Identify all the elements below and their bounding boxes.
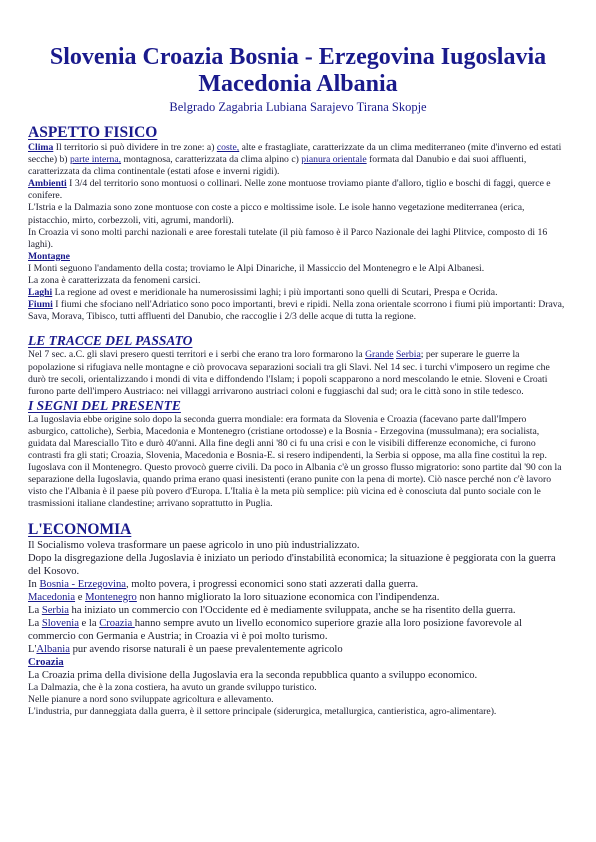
paragraph-parchi: In Croazia vi sono molti parchi nazionali e aree forestali tutelate (il più famoso è il Parco Nazionale dei laghi Plitvice, composto di 16 laghi). <box>28 226 548 250</box>
paragraph-croazia-3: Nelle pianure a nord sono sviluppate agricoltura e allevamento. <box>28 693 274 705</box>
keyword-croazia-line <box>28 656 568 669</box>
keyword-croazia: Croazia <box>28 656 64 668</box>
link-bosnia-erzegovina[interactable]: Bosnia - Erzegovina <box>39 578 126 590</box>
paragraph-croazia-2: La Dalmazia, che è la zona costiera, ha avuto un grande sviluppo turistico. <box>28 681 317 693</box>
page-subtitle: Belgrado Zagabria Lubiana Sarajevo Tirana Skopje <box>169 100 427 114</box>
econ5-pre: La <box>28 604 42 616</box>
econ6-pre: La <box>28 617 42 629</box>
spacer <box>28 511 568 521</box>
ambienti-text: I 3/4 del territorio sono montuosi o collinari. Nelle zone montuose troviamo piante d'alloro, tiglio e boschi di faggi, querce e conifere. <box>28 178 551 202</box>
heading-segni-presente: I SEGNI DEL PRESENTE <box>28 397 181 413</box>
paragraph-segni: La Iugoslavia ebbe origine solo dopo la seconda guerra mondiale: era formata da Slovenia e Croazia (facevano parte dall'Impero asburgico, cattoliche), Serbia, Macedonia e Montenegro (cristiane ortodosse) e la Bosnia - Erzegovina (mussulmana); era socialista, guidata dal Maresciallo Tito e durò 40'anni. Alla fine degli anni '80 ci fu una crisi e con le visibili differenze economiche, ci furono contrasti fra gli stati; Croazia, Slovenia, Macedonia e Bosnia-E. si resero indipendenti, la Serbia si oppose, ma alla fine costituì la rep. Iugoslava con il Montenegro. Questo provocò guerre civili. Da poco in Albania c'è un grosso flusso migratorio: sono partite dal '90 con la separazione della Iugoslavia, quando prima erano quasi inesistenti (erano punite con la pena di morte). Ciò nasce perché non c'è lavoro visto che l'Albania è il paese più povero d'Europa. L'Italia è la meta più semplice: più vicina ed è conosciuta dal punto sociale con le trasmissioni italiane clandestine; arrivano soprattutto in Puglia. <box>28 413 562 510</box>
paragraph-istria: L'Istria e la Dalmazia sono zone montuose con coste a picco e moltissime isole. Le isole hanno vegetazione mediterranea (erica, pistacchio, mirto, corbezzoli, viti, agrumi, mandorli). <box>28 202 525 226</box>
paragraph-economia-2: Dopo la disgregazione della Jugoslavia è iniziato un periodo d'instabilità economica; la situazione è peggiorata con la guerra del Kosovo. <box>28 552 556 577</box>
heading-tracce-passato: LE TRACCE DEL PASSATO <box>28 333 193 349</box>
spacer <box>28 323 568 333</box>
clima-text-2: alte e frastagliate, caratterizzate da un clima mediterraneo (mite d'inverno ed estati secche) b) <box>28 142 562 166</box>
keyword-fiumi: Fiumi <box>28 299 53 311</box>
paragraph-fiumi <box>28 299 568 323</box>
paragraph-ambienti <box>28 178 568 202</box>
tracce-text-1: Nel 7 sec. a.C. gli slavi presero questi territori e i serbi che erano tra loro formarono la <box>28 349 366 361</box>
link-grande[interactable]: Grande <box>365 349 394 361</box>
econ6-mid: e la <box>78 617 100 629</box>
econ4-post: non hanno migliorato la loro situazione economica con l'indipendenza. <box>136 591 440 603</box>
fiumi-text: I fiumi che sfociano nell'Adriatico sono poco importanti, brevi e ripidi. Nella zona orientale scorrono i fiumi più importanti: Drava, Sava, Morava, Tibisco, tutti affluenti del Danubio, che raccoglie i 2/3 delle acque di tutta la regione. <box>28 299 565 323</box>
keyword-ambienti: Ambienti <box>28 178 67 190</box>
laghi-text: La regione ad ovest e meridionale ha numerosissimi laghi; i più importanti sono quelli di Scutari, Prespa e Ocrida. <box>52 287 498 299</box>
heading-economia: L'ECONOMIA <box>28 520 132 538</box>
econ3-post: , molto povera, i progressi economici sono stati azzerati dalla guerra. <box>125 578 419 590</box>
link-serbia[interactable]: Serbia <box>396 349 421 361</box>
link-croazia[interactable]: Croazia <box>99 617 135 629</box>
paragraph-montagne-2: La zona è caratterizzata da fenomeni carsici. <box>28 275 201 287</box>
keyword-clima: Clima <box>28 142 54 153</box>
link-montenegro[interactable]: Montenegro <box>85 591 137 603</box>
tracce-text-2: ; per superare le guerre la popolazione si rifugiava nelle montagne e ciò provocava separazioni sociali tra gli Slavi. Nel 14 sec. i turchi v'imposero un regime che durò tre secoli, orientalizzando i mondi di vita e diffondendo l'Islam; i popoli scapparono a nord mescolando le etnie. Sloveni e Croati furono parte dell'impero Austriaco: nei villaggi arrivarono austriaci coloni e fuggiaschi dal sud; ora le città sono in stile tedesco. <box>28 349 550 397</box>
paragraph-economia-7 <box>28 643 568 656</box>
link-parte-interna[interactable]: parte interna, <box>69 154 122 166</box>
econ4-mid: e <box>75 591 86 603</box>
paragraph-economia-6 <box>28 617 568 643</box>
paragraph-economia-3 <box>28 578 568 591</box>
econ3-pre: In <box>28 578 40 590</box>
paragraph-croazia-4: L'industria, pur danneggiata dalla guerra, è il settore principale (siderurgica, metallurgica, cantieristica, agro-alimentare). <box>28 705 497 717</box>
econ7-pre: L' <box>28 643 37 655</box>
paragraph-economia-1: Il Socialismo voleva trasformare un paese agricolo in uno più industrializzato. <box>28 539 360 551</box>
link-albania[interactable]: Albania <box>36 643 70 655</box>
paragraph-laghi <box>28 287 568 299</box>
keyword-montagne-line <box>28 251 568 263</box>
paragraph-economia-4 <box>28 591 568 604</box>
paragraph-montagne-1: I Monti seguono l'andamento della costa; troviamo le Alpi Dinariche, il Massiccio del Montenegro e le Alpi Albanesi. <box>28 262 485 274</box>
link-pianura-orientale[interactable]: pianura orientale <box>301 154 367 166</box>
clima-text-3: montagnosa, caratterizzata da clima alpino c) <box>121 154 302 166</box>
keyword-montagne: Montagne <box>28 250 70 262</box>
paragraph-economia-5 <box>28 604 568 617</box>
keyword-laghi: Laghi <box>28 287 53 299</box>
clima-text-1: Il territorio si può dividere in tre zone: a) <box>53 142 217 153</box>
paragraph-tracce <box>28 349 568 397</box>
econ7-post: pur avendo risorse naturali è un paese prevalentemente agricolo <box>69 643 343 655</box>
link-coste[interactable]: coste, <box>216 142 240 153</box>
page-title: Slovenia Croazia Bosnia - Erzegovina Iugoslavia Macedonia Albania <box>49 44 547 97</box>
heading-aspetto-fisico: ASPETTO FISICO <box>28 124 158 141</box>
paragraph-croazia-1: La Croazia prima della divisione della Jugoslavia era la seconda repubblica quanto a sviluppo economico. <box>28 669 478 681</box>
econ6-post: hanno sempre avuto un livello economico superiore grazie alla loro posizione favorevole al commercio con Germania e Austria; in Croazia vi è poi molto turismo. <box>28 617 522 642</box>
paragraph-clima <box>28 142 568 178</box>
link-serbia-economia[interactable]: Serbia <box>41 604 69 616</box>
clima-text-4: formata dal Danubio e dai suoi affluenti, caratterizzata da clima continentale (estati afose e inverni rigidi). <box>28 154 527 178</box>
link-macedonia[interactable]: Macedonia <box>28 591 76 603</box>
econ5-post: ha iniziato un commercio con l'Occidente ed è mediamente sviluppata, anche se ha risentito della guerra. <box>68 604 516 616</box>
link-slovenia[interactable]: Slovenia <box>41 617 79 629</box>
